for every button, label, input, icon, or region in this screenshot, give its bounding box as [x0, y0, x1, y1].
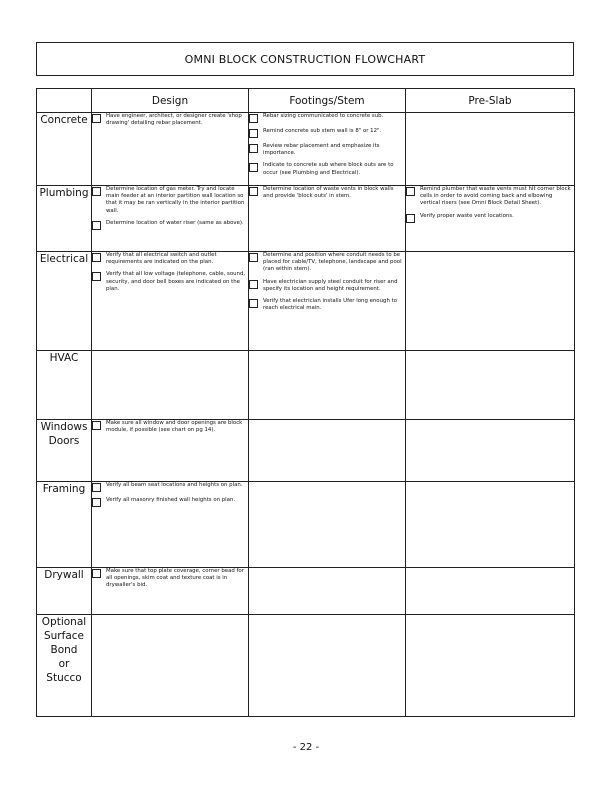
checklist-item-text: Verify that all low voltage (telephone, cable, sound, security, and door bell boxes are indicated on the plan.: [106, 271, 246, 292]
cell-footings-stem: [249, 420, 406, 482]
cell-pre-slab: [406, 420, 575, 482]
checklist-item: [249, 298, 405, 312]
row-label: [37, 615, 92, 717]
checklist-item: [406, 213, 574, 223]
checkbox[interactable]: [92, 498, 101, 507]
table-row: [37, 252, 575, 351]
page-title: OMNI BLOCK CONSTRUCTION FLOWCHART: [36, 42, 574, 76]
checklist-item: [92, 420, 248, 434]
checklist-item: [92, 271, 248, 293]
checklist-item: [249, 279, 405, 293]
row-label: [37, 568, 92, 615]
table-row: [37, 420, 575, 482]
cell-pre-slab: [406, 351, 575, 420]
checkbox[interactable]: [92, 253, 101, 262]
checklist-item-text: Determine location of water riser (same as above).: [106, 219, 244, 226]
checklist-item: [92, 220, 248, 230]
cell-footings-stem: [249, 615, 406, 717]
checklist-item-text: Make sure that top plate coverage, corner bead for all openings, skim coat and texture coat is in drywaller's bid.: [106, 568, 244, 589]
checklist-item-text: Verify all beam seat locations and heights on plan.: [106, 482, 243, 488]
flowchart-table: [36, 88, 575, 717]
checkbox[interactable]: [249, 253, 258, 262]
checkbox[interactable]: [92, 569, 101, 578]
cell-footings-stem: [249, 186, 406, 252]
checklist-item: [249, 113, 405, 123]
checklist-item: [249, 162, 405, 176]
checklist-item: [92, 497, 248, 507]
cell-design: [92, 186, 249, 252]
column-header-pre-slab: Pre-Slab: [406, 89, 575, 113]
row-label-line: Framing: [42, 483, 86, 495]
cell-pre-slab: [406, 615, 575, 717]
table-row: [37, 351, 575, 420]
cell-design: [92, 482, 249, 568]
table-row: [37, 113, 575, 186]
row-label-line: Surface: [43, 630, 84, 642]
row-label-line: Doors: [48, 435, 80, 447]
checklist-item: [249, 252, 405, 274]
cell-footings-stem: [249, 351, 406, 420]
row-label-line: HVAC: [49, 352, 79, 364]
cell-design: [92, 615, 249, 717]
checklist-item-text: Determine location of gas meter. Try and locate main feeder at an interior partition wall location so that it may be ran vertically in the interior partition wall.: [106, 186, 245, 214]
checklist-item-text: Remind plumber that waste vents must hit corner block cells in order to avoid coming back and elbowing vertical risers (see Omni Block Detail Sheet).: [420, 186, 571, 207]
cell-pre-slab: [406, 186, 575, 252]
checkbox[interactable]: [92, 114, 101, 123]
checklist-item-text: Review rebar placement and emphasize its importance.: [263, 143, 380, 157]
cell-pre-slab: [406, 482, 575, 568]
page-number: - 22 -: [292, 742, 320, 753]
row-label: [37, 113, 92, 186]
checkbox[interactable]: [92, 187, 101, 196]
cell-design: [92, 252, 249, 351]
cell-footings-stem: [249, 252, 406, 351]
row-label-line: Windows: [40, 421, 88, 433]
row-label-line: Optional: [41, 616, 87, 628]
checkbox[interactable]: [92, 272, 101, 281]
row-label-line: Plumbing: [39, 187, 89, 199]
checklist-item-text: Determine and position where conduit needs to be placed for cable/TV, telephone, landscape and pool (ran within stem).: [263, 252, 402, 273]
checklist-item: [92, 568, 248, 590]
checklist-item-text: Verify that all electrical switch and outlet requirements are indicated on the plan.: [106, 252, 217, 266]
row-label: [37, 351, 92, 420]
row-label-line: Concrete: [40, 114, 88, 126]
checklist-item-text: Rebar sizing communicated to concrete sub.: [263, 113, 384, 119]
row-label: [37, 186, 92, 252]
cell-design: [92, 568, 249, 615]
checkbox[interactable]: [406, 187, 415, 196]
checklist-item: [92, 252, 248, 266]
checkbox[interactable]: [249, 163, 258, 172]
checklist-item-text: Verify all masonry finished wall heights on plan.: [106, 497, 236, 503]
cell-pre-slab: [406, 568, 575, 615]
checkbox[interactable]: [249, 280, 258, 289]
checklist-item-text: Verify that electrician installs Ufer long enough to reach electrical main.: [263, 298, 397, 312]
row-label: [37, 252, 92, 351]
checklist-item-text: Have electrician supply steel conduit for riser and specify its location and height requirement.: [263, 278, 398, 292]
header-row: [37, 89, 575, 113]
cell-footings-stem: [249, 482, 406, 568]
table-row: [37, 568, 575, 615]
checklist-item: [249, 143, 405, 157]
checklist-item-text: Make sure all window and door openings are block module, if possible (see chart on pg 14).: [106, 420, 243, 434]
checklist-item-text: Have engineer, architect, or designer create 'shop drawing' detailing rebar placement.: [106, 113, 242, 127]
table-row: [37, 186, 575, 252]
column-header: [37, 89, 92, 113]
checklist-item: [406, 186, 574, 208]
checkbox[interactable]: [249, 144, 258, 153]
row-label-line: Stucco: [46, 672, 82, 684]
row-label: [37, 482, 92, 568]
checklist-item-text: Remind concrete sub stem wall is 8" or 12".: [263, 128, 382, 134]
checkbox[interactable]: [92, 421, 101, 430]
row-label-line: or: [58, 658, 70, 670]
cell-footings-stem: [249, 113, 406, 186]
checklist-item: [249, 186, 405, 200]
row-label-line: Electrical: [39, 253, 89, 265]
checklist-item: [92, 482, 248, 492]
table-row: [37, 615, 575, 717]
checkbox[interactable]: [406, 214, 415, 223]
cell-pre-slab: [406, 252, 575, 351]
checkbox[interactable]: [249, 299, 258, 308]
column-header-footings-stem: Footings/Stem: [249, 89, 406, 113]
checkbox[interactable]: [92, 483, 101, 492]
cell-design: [92, 113, 249, 186]
cell-pre-slab: [406, 113, 575, 186]
checkbox[interactable]: [92, 221, 101, 230]
row-label-line: Bond: [50, 644, 78, 656]
cell-design: [92, 420, 249, 482]
checklist-item-text: Verify proper waste vent locations.: [420, 212, 514, 219]
checkbox[interactable]: [249, 129, 258, 138]
checklist-item: [92, 186, 248, 215]
checkbox[interactable]: [249, 187, 258, 196]
checklist-item-text: Indicate to concrete sub where block outs are to occur (see Plumbing and Electrical).: [263, 162, 394, 176]
checkbox[interactable]: [249, 114, 258, 123]
cell-footings-stem: [249, 568, 406, 615]
checklist-item-text: Determine location of waste vents in block walls and provide 'block outs' in stem.: [263, 186, 394, 200]
table-row: [37, 482, 575, 568]
row-label-line: Drywall: [44, 569, 84, 581]
checklist-item: [249, 128, 405, 138]
cell-design: [92, 351, 249, 420]
column-header-design: Design: [92, 89, 249, 113]
checklist-item: [92, 113, 248, 127]
row-label: [37, 420, 92, 482]
